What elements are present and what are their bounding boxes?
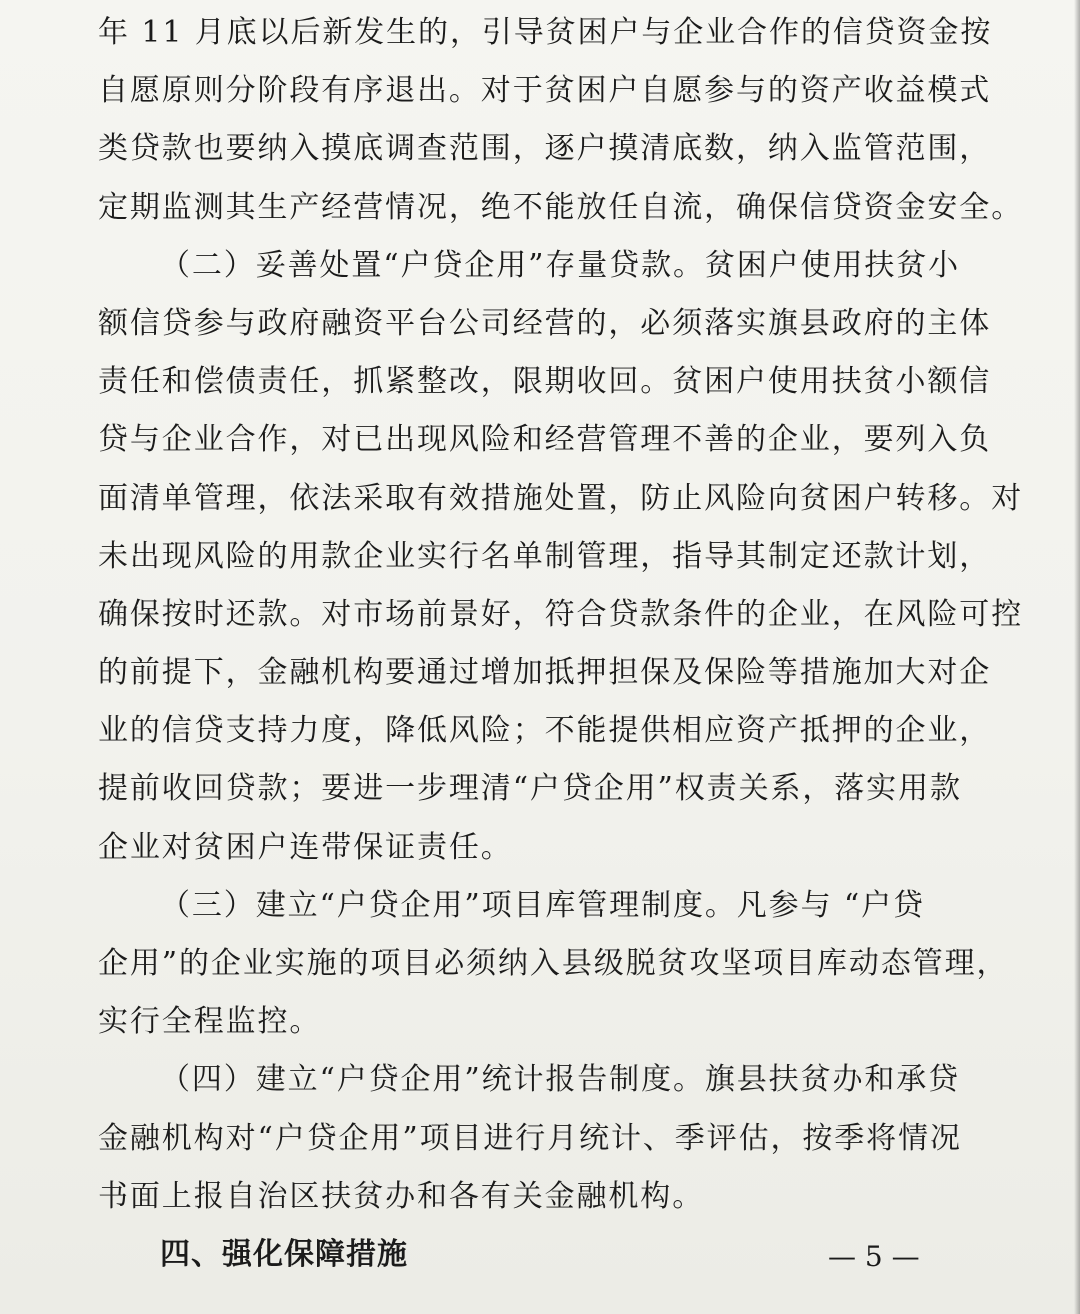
text-line: 实行全程监控。: [98, 1004, 322, 1040]
text-line: 年 11 月底以后新发生的，引导贫困户与企业合作的信贷资金按: [98, 15, 993, 50]
section-four-heading-line: （四）建立“户贷企用”统计报告制度。旗县扶贫办和承贷: [160, 1062, 961, 1098]
page-number: — 5 —: [828, 1240, 920, 1273]
text-line: 未出现风险的用款企业实行名单制管理，指导其制定还款计划，: [98, 538, 992, 574]
text-line: 业的信贷支持力度，降低风险；不能提供相应资产抵押的企业，: [98, 713, 992, 749]
text-line: 书面上报自治区扶贫办和各有关金融机构。: [98, 1178, 705, 1214]
text-line: 企用”的企业实施的项目必须纳入县级脱贫攻坚项目库动态管理，: [98, 946, 1009, 981]
section-three-heading-line: （三）建立“户贷企用”项目库管理制度。凡参与 “户贷: [160, 887, 925, 923]
text-line: 定期监测其生产经营情况，绝不能放任自流，确保信贷资金安全。: [98, 189, 1024, 225]
text-line: 的前提下，金融机构要通过增加抵押担保及保险等措施加大对企: [98, 655, 992, 691]
text-line: 金融机构对“户贷企用”项目进行月统计、季评估，按季将情况: [98, 1120, 962, 1156]
section-two-heading-line: （二）妥善处置“户贷企用”存量贷款。贫困户使用扶贫小: [160, 247, 961, 283]
text-line: 类贷款也要纳入摸底调查范围，逐户摸清底数，纳入监管范围，: [98, 131, 992, 167]
text-line: 企业对贫困户连带保证责任。: [98, 829, 513, 865]
text-line: 提前收回贷款；要进一步理清“户贷企用”权责关系，落实用款: [98, 771, 962, 807]
text-line: 面清单管理，依法采取有效措施处置，防止风险向贫困户转移。对: [98, 480, 1024, 516]
text-line: 额信贷参与政府融资平台公司经营的，必须落实旗县政府的主体: [98, 305, 992, 341]
text-line: 自愿原则分阶段有序退出。对于贫困户自愿参与的资产收益模式: [98, 73, 992, 109]
text-line: 确保按时还款。对市场前景好，符合贷款条件的企业，在风险可控: [98, 596, 1024, 632]
text-line: 责任和偿债责任，抓紧整改，限期收回。贫困户使用扶贫小额信: [98, 364, 992, 400]
text-line: 贷与企业合作，对已出现风险和经营管理不善的企业，要列入负: [98, 422, 992, 458]
chapter-heading: 四、强化保障措施: [160, 1236, 408, 1272]
body-text: [98, 4, 1024, 1284]
